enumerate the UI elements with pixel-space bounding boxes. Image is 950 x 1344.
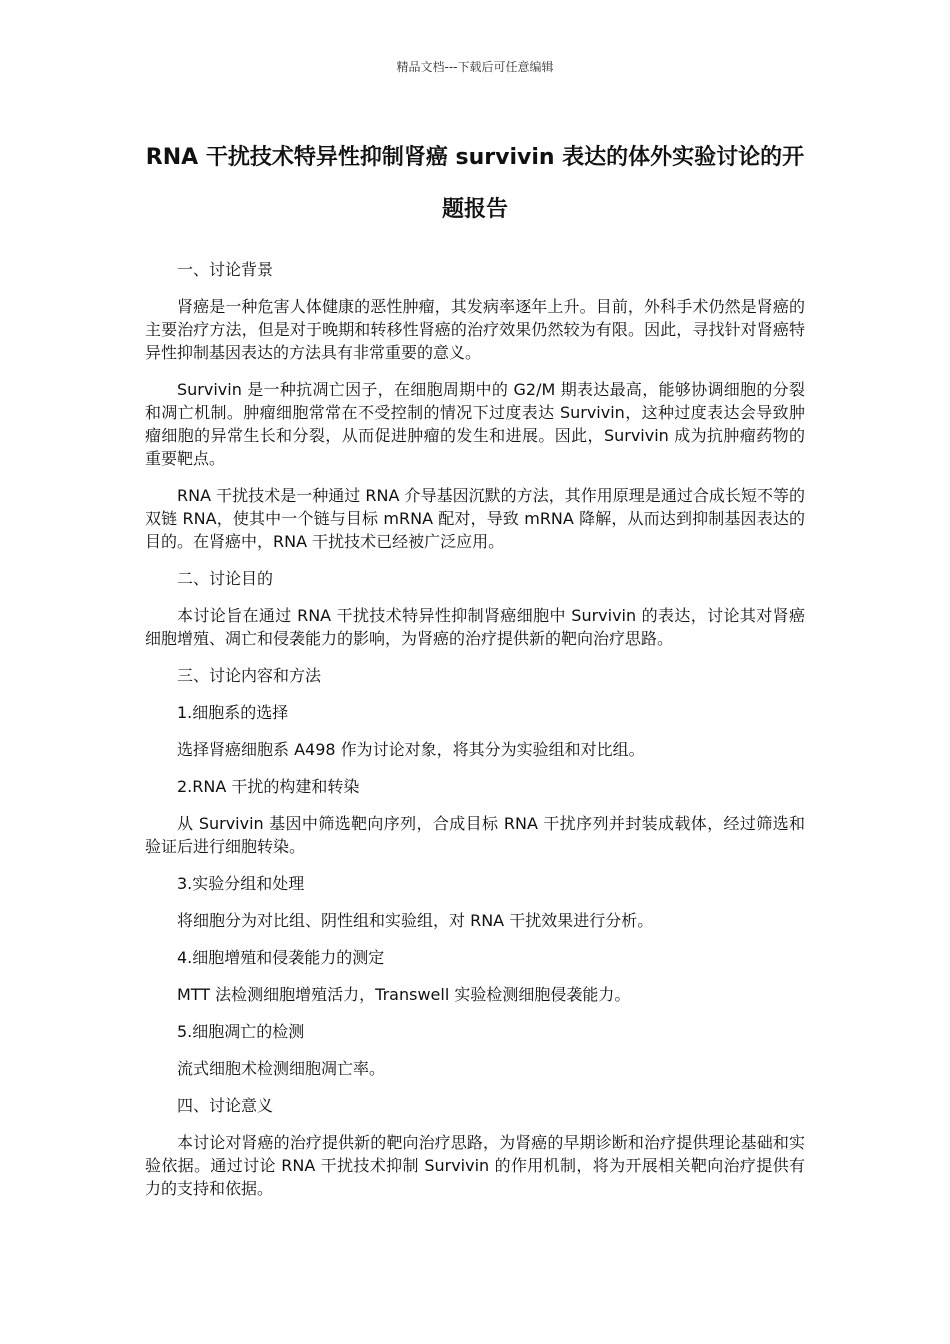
section-heading-background: 一、讨论背景 <box>177 260 274 279</box>
section-heading-methods: 三、讨论内容和方法 <box>177 666 322 685</box>
paragraph-background-2: Survivin 是一种抗凋亡因子，在细胞周期中的 G2/M 期表达最高，能够协调细胞的分裂和凋亡机制。肿瘤细胞常常在不受控制的情况下过度表达 Survivin，这种过度表达会导致肿瘤细胞的异常生长和分裂，从而促进肿瘤的发生和进展。因此，Survivin 成为抗肿瘤药物的重要靶点。 <box>145 380 805 468</box>
paragraph-background-1: 肾癌是一种危害人体健康的恶性肿瘤，其发病率逐年上升。目前，外科手术仍然是肾癌的主要治疗方法，但是对于晚期和转移性肾癌的治疗效果仍然较为有限。因此，寻找针对肾癌特异性抑制基因表达的方法具有非常重要的意义。 <box>145 297 805 362</box>
subheading-cell-line: 1.细胞系的选择 <box>177 703 289 722</box>
subheading-apoptosis: 5.细胞凋亡的检测 <box>177 1022 305 1041</box>
header-note: 精品文档---下载后可任意编辑 <box>396 60 554 74</box>
subheading-proliferation: 4.细胞增殖和侵袭能力的测定 <box>177 948 385 967</box>
section-heading-significance: 四、讨论意义 <box>177 1096 274 1115</box>
document-title: RNA 干扰技术特异性抑制肾癌 survivin 表达的体外实验讨论的开题报告 <box>145 145 805 222</box>
paragraph-proliferation: MTT 法检测细胞增殖活力，Transwell 实验检测细胞侵袭能力。 <box>177 985 631 1004</box>
subheading-grouping: 3.实验分组和处理 <box>177 874 305 893</box>
paragraph-apoptosis: 流式细胞术检测细胞凋亡率。 <box>177 1059 386 1078</box>
paragraph-grouping: 将细胞分为对比组、阴性组和实验组，对 RNA 干扰效果进行分析。 <box>177 911 654 930</box>
paragraph-background-3: RNA 干扰技术是一种通过 RNA 介导基因沉默的方法，其作用原理是通过合成长短不等的双链 RNA，使其中一个链与目标 mRNA 配对，导致 mRNA 降解，从而达到抑制基因表达的目的。在肾癌中，RNA 干扰技术已经被广泛应用。 <box>145 486 805 551</box>
paragraph-purpose: 本讨论旨在通过 RNA 干扰技术特异性抑制肾癌细胞中 Survivin 的表达，讨论其对肾癌细胞增殖、凋亡和侵袭能力的影响，为肾癌的治疗提供新的靶向治疗思路。 <box>145 606 805 648</box>
subheading-rnai-construction: 2.RNA 干扰的构建和转染 <box>177 777 360 796</box>
paragraph-significance: 本讨论对肾癌的治疗提供新的靶向治疗思路，为肾癌的早期诊断和治疗提供理论基础和实验依据。通过讨论 RNA 干扰技术抑制 Survivin 的作用机制，将为开展相关靶向治疗提供有力的支持和依据。 <box>145 1133 805 1198</box>
section-heading-purpose: 二、讨论目的 <box>177 569 274 588</box>
paragraph-rnai-construction: 从 Survivin 基因中筛选靶向序列，合成目标 RNA 干扰序列并封装成载体，经过筛选和验证后进行细胞转染。 <box>145 814 805 856</box>
paragraph-cell-line: 选择肾癌细胞系 A498 作为讨论对象，将其分为实验组和对比组。 <box>177 740 645 759</box>
document-body <box>145 258 805 1214</box>
